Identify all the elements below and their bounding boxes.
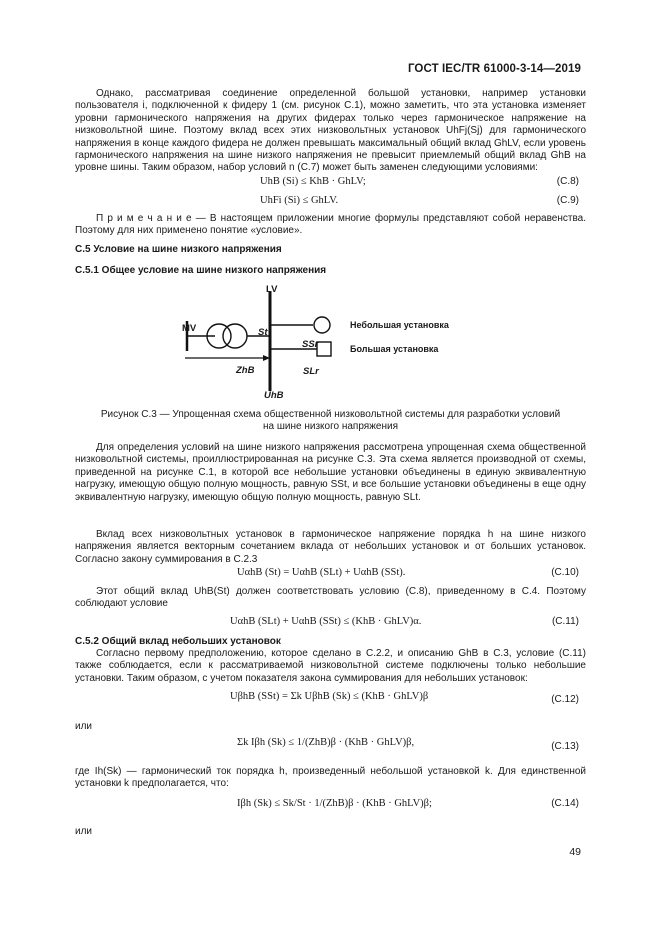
text-or-1: или xyxy=(75,721,93,732)
label-zhb: ZhB xyxy=(236,365,255,376)
label-uhb: UhB xyxy=(264,390,284,401)
label-lv: LV xyxy=(266,284,278,295)
text-or-2: или xyxy=(75,826,93,837)
page-number: 49 xyxy=(569,846,581,858)
paragraph-4: Этот общий вклад UhB(St) должен соответствовать условию (С.8), приведенному в С.4. Поэтому соблюдают условие xyxy=(75,586,586,610)
paragraph-6: где Ih(Sk) — гармонический ток порядка h, произведенный небольшой установкой k. Для единственной установки k предполагается, что: xyxy=(75,766,586,790)
equation-c14-number: (С.14) xyxy=(551,798,579,809)
paragraph-1: Однако, рассматривая соединение определенной большой установки, например установки пользователя i, подключенной к фидеру 1 (см. рисунок С.1), можно заметить, что эта установка изменяет уровни гармонического напряжения на других фидерах только через гармоническое напряжение на низковольтной шине. Поэтому вклад всех этих низковольтных установок UhFj(Sj) для гармонического напряжения в конце каждого фидера не должен превышать максимальный общий вклад GhLV, если уровень гармонического напряжения на шине низкого напряжения не превысит приемлемый общий вклад GhB на уровне шины. Таким образом, набор условий n (С.7) может быть заменен следующими условиями: xyxy=(75,88,586,174)
label-large-installation: Большая установка xyxy=(350,344,439,354)
equation-c8-number: (С.8) xyxy=(556,176,579,187)
equation-c13: Σk Iβh (Sk) ≤ 1/(ZhB)β · (KhB · GhLV)β, xyxy=(237,737,415,748)
document-header: ГОСТ IEC/TR 61000-3-14—2019 xyxy=(407,63,581,75)
equation-c13-number: (С.13) xyxy=(551,741,579,752)
section-c5-heading: С.5 Условие на шине низкого напряжения xyxy=(75,244,282,255)
equation-c14: Iβh (Sk) ≤ Sk/St · 1/(ZhB)β · (KhB · GhLV)β; xyxy=(237,798,432,809)
equation-c12: UβhB (SSt) = Σk UβhB (Sk) ≤ (KhB · GhLV)β xyxy=(230,691,429,702)
figure-caption-line1: Рисунок С.3 — Упрощенная схема общественной низковольтной системы для разработки условий xyxy=(100,409,561,420)
equation-c10-number: (С.10) xyxy=(551,567,579,578)
paragraph-3: Вклад всех низковольтных установок в гармоническое напряжение порядка h на шине низкого напряжения является векторным сочетанием вклада от небольших установок и от больших установок. Согласно закону суммирования в С.2.3 xyxy=(75,529,586,565)
equation-c12-number: (С.12) xyxy=(551,694,579,705)
equation-c9: UhFi (Si) ≤ GhLV. xyxy=(260,195,339,206)
equation-c10: UαhB (St) = UαhB (SLt) + UαhB (SSt). xyxy=(237,567,406,578)
paragraph-2: Для определения условий на шине низкого напряжения рассмотрена упрощенная схема общественной низковольтной системы, проиллюстрированная на рисунке С.3. Эта схема является производной от схемы, приведенной на рисунке С.1, в которой все небольшие установки объединены в единую эквивалентную нагрузку, имеющую общую полную мощность, равную SSt, и все большие установки объединены в еще одну эквивалентную нагрузку, имеющую общую полную мощность, равную SLt. xyxy=(75,442,586,503)
equation-c11-number: (С.11) xyxy=(551,616,579,627)
equation-c11: UαhB (SLt) + UαhB (SSt) ≤ (KhB · GhLV)α. xyxy=(230,616,422,627)
equation-c9-number: (С.9) xyxy=(556,195,579,206)
figure-caption-line2: на шине низкого напряжения xyxy=(263,421,398,432)
section-c52-heading: С.5.2 Общий вклад небольших установок xyxy=(75,636,281,647)
label-mv: MV xyxy=(182,323,197,334)
note: П р и м е ч а н и е — В настоящем приложении многие формулы представляют собой неравенства. Поэтому для них применено понятие «условие». xyxy=(75,213,586,237)
section-c51-heading: С.5.1 Общее условие на шине низкого напряжения xyxy=(75,265,327,276)
paragraph-5: Согласно первому предположению, которое сделано в С.2.2, и описанию GhB в С.3, условие (С.11) также соблюдается, если к рассматриваемой низковольтной системе подключены только небольшие установки. Таким образом, с учетом показателя закона суммирования для небольших установок: xyxy=(75,648,586,684)
equation-c8: UhB (Si) ≤ KhB · GhLV; xyxy=(260,176,366,187)
label-ssr: SSr xyxy=(302,339,319,350)
label-small-installation: Небольшая установка xyxy=(350,320,449,330)
label-st: St xyxy=(258,327,268,338)
label-slr: SLr xyxy=(303,366,319,377)
figure-c3-diagram xyxy=(175,283,475,403)
